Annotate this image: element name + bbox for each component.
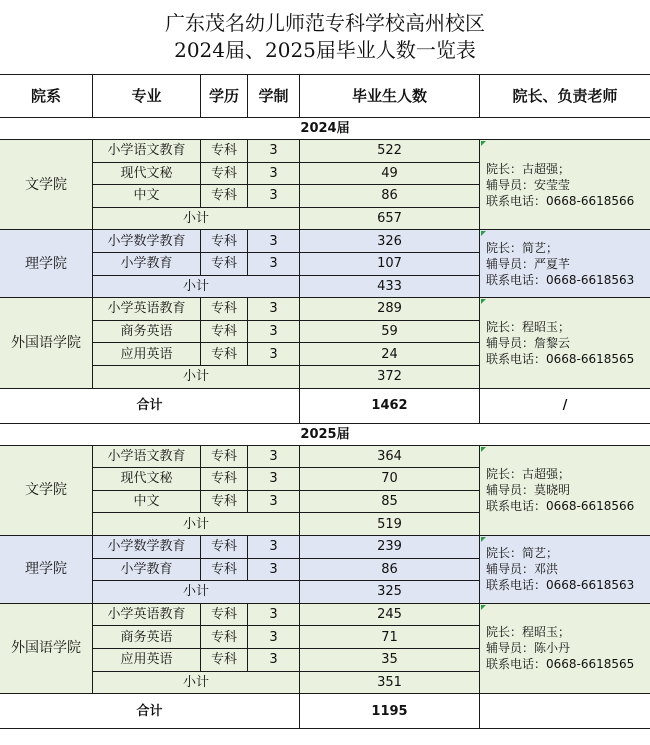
contact-line: 院长：古超强； — [486, 161, 571, 176]
total-note: / — [480, 389, 650, 424]
subtotal-label: 小计 — [93, 366, 300, 389]
graduate-count-cell: 289 — [300, 298, 480, 321]
title-line-1: 广东茂名幼儿师范专科学校高州校区 — [165, 11, 485, 35]
subtotal-label: 小计 — [93, 208, 300, 231]
column-header: 毕业生人数 — [300, 75, 480, 118]
graduate-count-cell: 107 — [300, 253, 480, 276]
contact-line: 联系电话：0668-6618563 — [486, 272, 635, 287]
education-cell: 专科 — [201, 253, 248, 276]
education-cell: 专科 — [201, 230, 248, 253]
education-cell: 专科 — [201, 626, 248, 649]
cell-comment-marker — [481, 299, 486, 304]
contact-cell — [480, 298, 650, 388]
major-cell: 小学教育 — [93, 253, 201, 276]
graduate-count-cell: 71 — [300, 626, 480, 649]
total-value: 1195 — [300, 694, 480, 729]
contact-line: 院长：程昭玉； — [486, 319, 571, 334]
department-cell: 外国语学院 — [0, 604, 93, 694]
major-cell: 应用英语 — [93, 649, 201, 672]
duration-cell: 3 — [248, 446, 300, 469]
subtotal-value: 372 — [300, 366, 480, 389]
education-cell: 专科 — [201, 163, 248, 186]
major-cell: 小学英语教育 — [93, 604, 201, 627]
column-header: 学制 — [248, 75, 300, 118]
title-line-2: 2024届、2025届毕业人数一览表 — [174, 38, 476, 62]
cell-comment-marker — [481, 605, 486, 610]
cell-comment-marker — [481, 537, 486, 542]
column-header: 专业 — [93, 75, 201, 118]
education-cell: 专科 — [201, 140, 248, 163]
contact-line: 联系电话：0668-6618565 — [486, 657, 635, 672]
graduate-count-cell: 49 — [300, 163, 480, 186]
graduate-count-cell: 86 — [300, 559, 480, 582]
duration-cell: 3 — [248, 343, 300, 366]
graduate-count-cell: 522 — [300, 140, 480, 163]
major-cell: 小学数学教育 — [93, 536, 201, 559]
subtotal-label: 小计 — [93, 276, 300, 299]
major-cell: 小学语文教育 — [93, 140, 201, 163]
contact-line: 院长：程昭玉； — [486, 625, 571, 640]
education-cell: 专科 — [201, 604, 248, 627]
total-note — [480, 694, 650, 729]
department-cell: 理学院 — [0, 230, 93, 298]
contact-cell — [480, 604, 650, 694]
duration-cell: 3 — [248, 649, 300, 672]
cell-comment-marker — [481, 141, 486, 146]
subtotal-value: 351 — [300, 672, 480, 695]
duration-cell: 3 — [248, 536, 300, 559]
major-cell: 小学英语教育 — [93, 298, 201, 321]
duration-cell: 3 — [248, 163, 300, 186]
contact-line: 辅导员：莫晓明 — [486, 483, 571, 498]
subtotal-label: 小计 — [93, 672, 300, 695]
graduate-count-cell: 364 — [300, 446, 480, 469]
total-label: 合计 — [0, 389, 300, 424]
department-cell: 文学院 — [0, 140, 93, 230]
major-cell: 小学数学教育 — [93, 230, 201, 253]
contact-line: 辅导员：严夏芊 — [486, 256, 571, 271]
graduate-count-cell: 85 — [300, 491, 480, 514]
education-cell: 专科 — [201, 468, 248, 491]
duration-cell: 3 — [248, 140, 300, 163]
duration-cell: 3 — [248, 185, 300, 208]
contact-line: 联系电话：0668-6618565 — [486, 351, 635, 366]
cell-comment-marker — [481, 231, 486, 236]
contact-cell — [480, 446, 650, 536]
graduate-count-cell: 35 — [300, 649, 480, 672]
subtotal-value: 433 — [300, 276, 480, 299]
graduate-count-cell: 86 — [300, 185, 480, 208]
education-cell: 专科 — [201, 491, 248, 514]
contact-cell — [480, 536, 650, 604]
major-cell: 小学语文教育 — [93, 446, 201, 469]
contact-line: 院长：简艺； — [486, 240, 559, 255]
graduate-count-cell: 245 — [300, 604, 480, 627]
major-cell: 中文 — [93, 185, 201, 208]
contact-line: 辅导员：邓洪 — [486, 562, 559, 577]
education-cell: 专科 — [201, 559, 248, 582]
cell-comment-marker — [481, 447, 486, 452]
contact-line: 辅导员：詹黎云 — [486, 335, 571, 350]
duration-cell: 3 — [248, 321, 300, 344]
total-value: 1462 — [300, 389, 480, 424]
education-cell: 专科 — [201, 298, 248, 321]
graduate-count-cell: 239 — [300, 536, 480, 559]
duration-cell: 3 — [248, 491, 300, 514]
contact-line: 院长：古超强； — [486, 467, 571, 482]
duration-cell: 3 — [248, 468, 300, 491]
duration-cell: 3 — [248, 559, 300, 582]
duration-cell: 3 — [248, 604, 300, 627]
education-cell: 专科 — [201, 185, 248, 208]
duration-cell: 3 — [248, 298, 300, 321]
major-cell: 现代文秘 — [93, 163, 201, 186]
column-header: 学历 — [201, 75, 248, 118]
subtotal-label: 小计 — [93, 581, 300, 604]
graduate-count-cell: 326 — [300, 230, 480, 253]
subtotal-value: 657 — [300, 208, 480, 231]
education-cell: 专科 — [201, 343, 248, 366]
department-cell: 理学院 — [0, 536, 93, 604]
duration-cell: 3 — [248, 230, 300, 253]
education-cell: 专科 — [201, 321, 248, 344]
contact-line: 联系电话：0668-6618566 — [486, 193, 635, 208]
major-cell: 商务英语 — [93, 321, 201, 344]
subtotal-value: 519 — [300, 513, 480, 536]
major-cell: 商务英语 — [93, 626, 201, 649]
graduate-count-cell: 24 — [300, 343, 480, 366]
column-header: 院长、负责老师 — [480, 75, 650, 118]
contact-line: 联系电话：0668-6618563 — [486, 578, 635, 593]
duration-cell: 3 — [248, 253, 300, 276]
contact-line: 辅导员：安莹莹 — [486, 177, 571, 192]
major-cell: 现代文秘 — [93, 468, 201, 491]
education-cell: 专科 — [201, 649, 248, 672]
year-heading: 2024届 — [0, 118, 650, 140]
contact-cell — [480, 140, 650, 230]
department-cell: 外国语学院 — [0, 298, 93, 388]
major-cell: 小学教育 — [93, 559, 201, 582]
duration-cell: 3 — [248, 626, 300, 649]
subtotal-value: 325 — [300, 581, 480, 604]
education-cell: 专科 — [201, 446, 248, 469]
department-cell: 文学院 — [0, 446, 93, 536]
education-cell: 专科 — [201, 536, 248, 559]
graduate-count-cell: 70 — [300, 468, 480, 491]
column-header: 院系 — [0, 75, 93, 118]
subtotal-label: 小计 — [93, 513, 300, 536]
major-cell: 应用英语 — [93, 343, 201, 366]
contact-line: 院长：简艺； — [486, 546, 559, 561]
contact-line: 辅导员：陈小丹 — [486, 641, 571, 656]
contact-cell — [480, 230, 650, 298]
year-heading: 2025届 — [0, 424, 650, 446]
total-label: 合计 — [0, 694, 300, 729]
table-title — [0, 0, 650, 75]
major-cell: 中文 — [93, 491, 201, 514]
graduate-count-cell: 59 — [300, 321, 480, 344]
contact-line: 联系电话：0668-6618566 — [486, 499, 635, 514]
